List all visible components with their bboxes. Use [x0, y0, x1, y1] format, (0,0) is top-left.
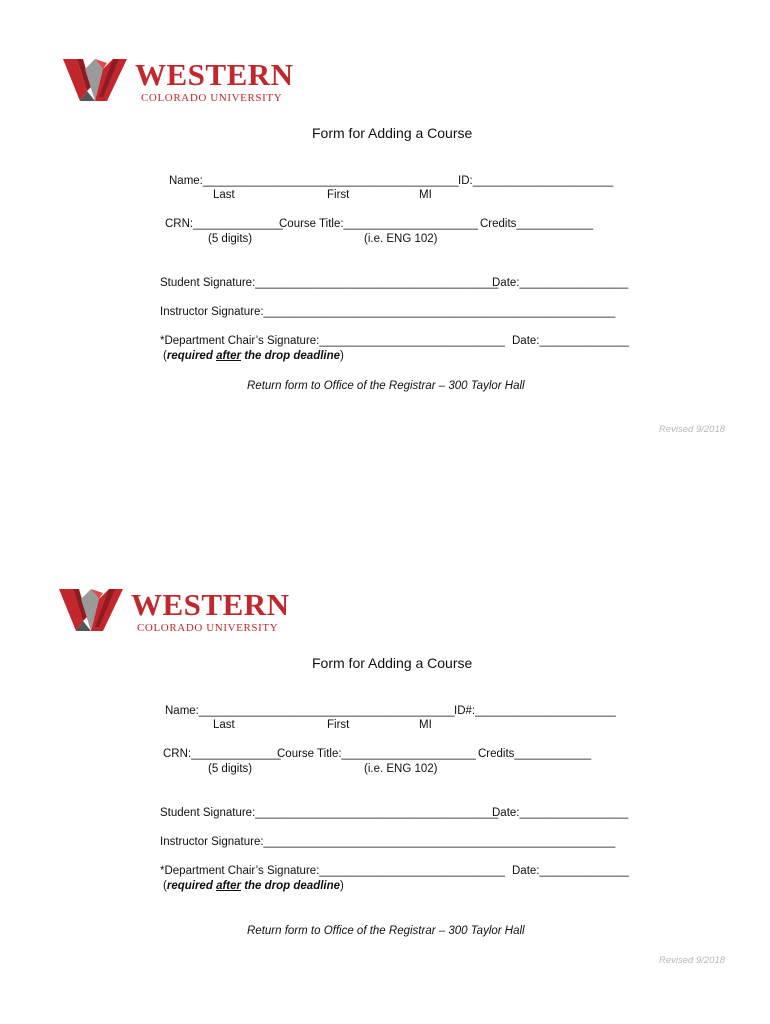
credits-field[interactable]: Credits____________: [478, 748, 592, 760]
deadline-note: (required after the drop deadline): [163, 880, 344, 892]
chair-signature-field[interactable]: *Department Chair’s Signature:_____________________________: [160, 865, 505, 877]
logo-wordmark: WESTERN: [131, 587, 290, 622]
chair-date-field[interactable]: Date:______________: [512, 335, 630, 347]
id-field[interactable]: ID:______________________: [458, 175, 614, 187]
return-instructions: Return form to Office of the Registrar – 300 Taylor Hall: [247, 925, 525, 937]
name-field[interactable]: Name:________________________________________: [165, 705, 455, 717]
id-field[interactable]: ID#:______________________: [454, 705, 616, 717]
instructor-signature-field[interactable]: Instructor Signature:_______________________________________________________: [160, 836, 616, 848]
logo-wordmark: WESTERN: [135, 57, 294, 92]
course-hint: (i.e. ENG 102): [364, 763, 438, 775]
logo-subtitle: COLORADO UNIVERSITY: [141, 92, 283, 104]
last-label: Last: [213, 189, 235, 201]
course-title-field[interactable]: Course Title:_____________________: [277, 748, 476, 760]
course-title-field[interactable]: Course Title:_____________________: [279, 218, 478, 230]
logo-subtitle: COLORADO UNIVERSITY: [137, 622, 279, 634]
first-label: First: [327, 189, 350, 201]
return-instructions: Return form to Office of the Registrar – 300 Taylor Hall: [247, 380, 525, 392]
chair-signature-field[interactable]: *Department Chair’s Signature:_____________________________: [160, 335, 505, 347]
student-date-field[interactable]: Date:_________________: [492, 807, 629, 819]
crn-hint: (5 digits): [208, 763, 253, 775]
chair-date-field[interactable]: Date:______________: [512, 865, 630, 877]
name-field[interactable]: Name:________________________________________: [169, 175, 459, 187]
student-signature-field[interactable]: Student Signature:______________________________________: [160, 277, 499, 289]
form-title: Form for Adding a Course: [312, 125, 473, 141]
crn-field[interactable]: CRN:______________: [163, 748, 281, 760]
first-label: First: [327, 719, 350, 731]
instructor-signature-field[interactable]: Instructor Signature:_______________________________________________________: [160, 306, 616, 318]
crn-field[interactable]: CRN:______________: [165, 218, 283, 230]
deadline-note: (required after the drop deadline): [163, 350, 344, 362]
revised-date: Revised 9/2018: [659, 955, 726, 966]
course-hint: (i.e. ENG 102): [364, 233, 438, 245]
student-signature-field[interactable]: Student Signature:______________________________________: [160, 807, 499, 819]
mi-label: MI: [419, 189, 432, 201]
crn-hint: (5 digits): [208, 233, 253, 245]
form-title: Form for Adding a Course: [312, 655, 473, 671]
last-label: Last: [213, 719, 235, 731]
western-logo-icon: [59, 587, 123, 635]
credits-field[interactable]: Credits____________: [480, 218, 594, 230]
revised-date: Revised 9/2018: [659, 424, 726, 435]
mi-label: MI: [419, 719, 432, 731]
student-date-field[interactable]: Date:_________________: [492, 277, 629, 289]
